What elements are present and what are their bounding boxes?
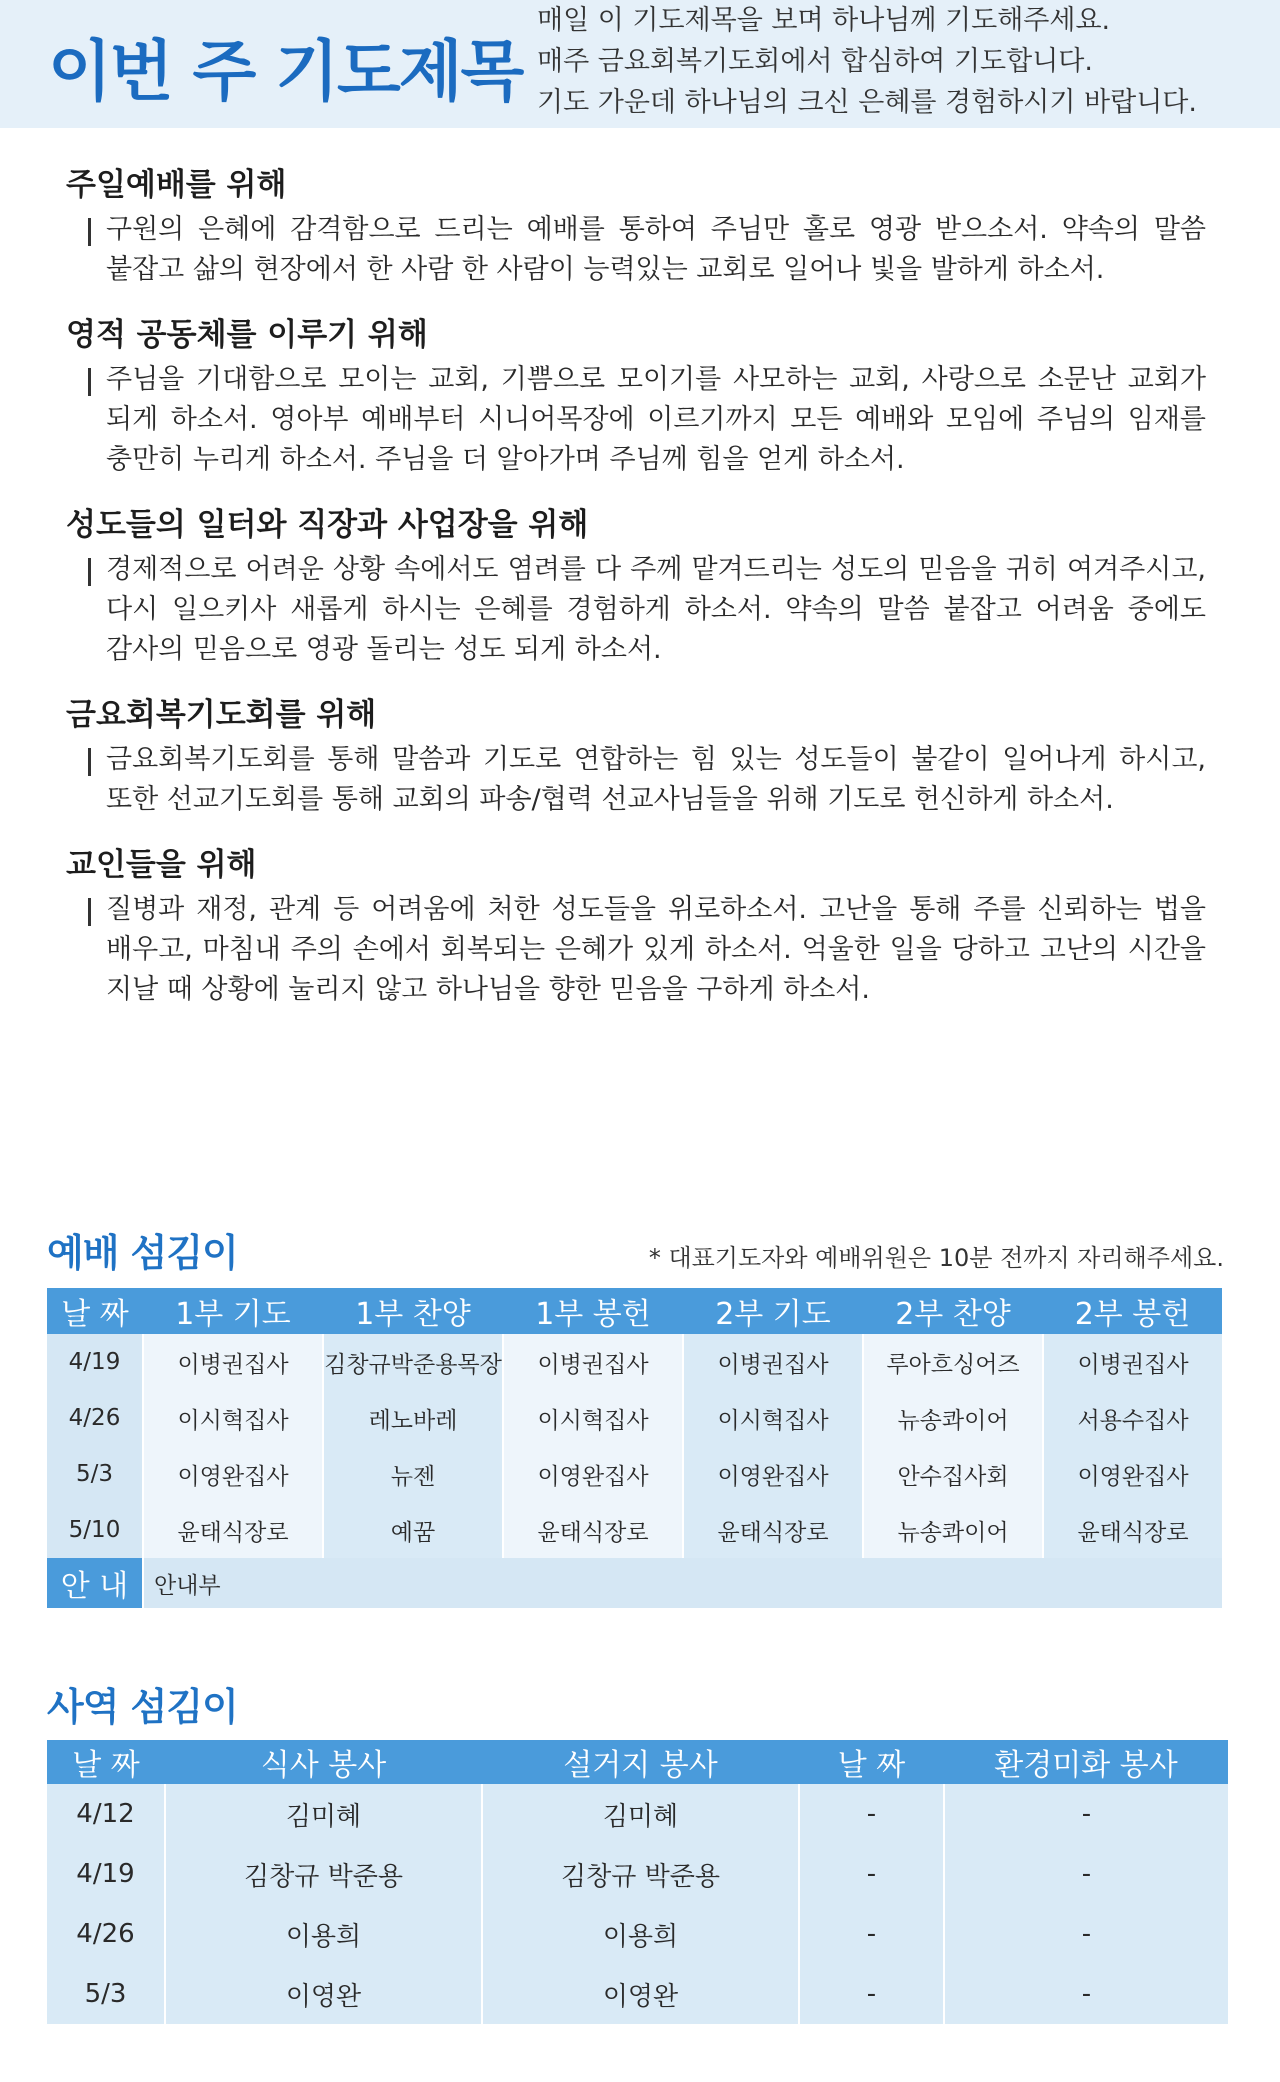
table-row bbox=[47, 1784, 1228, 1844]
table-cell: 4/12 bbox=[47, 1784, 165, 1844]
table-cell: - bbox=[944, 1904, 1228, 1964]
column-header: 2부 봉헌 bbox=[1043, 1288, 1222, 1334]
table-cell: 윤태식장로 bbox=[683, 1502, 863, 1558]
table-cell: 4/26 bbox=[47, 1390, 143, 1446]
column-header: 1부 봉헌 bbox=[503, 1288, 683, 1334]
table-row bbox=[47, 1904, 1228, 1964]
table-cell: 윤태식장로 bbox=[143, 1502, 323, 1558]
intro-line: 매일 이 기도제목을 보며 하나님께 기도해주세요. bbox=[537, 5, 1111, 36]
column-header: 2부 찬양 bbox=[863, 1288, 1043, 1334]
header-banner bbox=[0, 0, 1280, 128]
column-header: 날 짜 bbox=[47, 1740, 165, 1784]
table-cell: 이영완집사 bbox=[143, 1446, 323, 1502]
table-cell: 윤태식장로 bbox=[1043, 1502, 1222, 1558]
table-cell: 5/3 bbox=[47, 1446, 143, 1502]
column-header: 설거지 봉사 bbox=[482, 1740, 799, 1784]
column-header: 식사 봉사 bbox=[165, 1740, 482, 1784]
table-cell: 이시혁집사 bbox=[683, 1390, 863, 1446]
table-cell: 이병권집사 bbox=[683, 1334, 863, 1390]
table-cell: 이영완집사 bbox=[683, 1446, 863, 1502]
column-header: 환경미화 봉사 bbox=[944, 1740, 1228, 1784]
prayer-list bbox=[66, 160, 1206, 1030]
table-cell: - bbox=[799, 1904, 944, 1964]
ministry-table bbox=[47, 1740, 1228, 2024]
prayer-body: 금요회복기도회를 통해 말씀과 기도로 연합하는 힘 있는 성도들이 불같이 일어나게 하시고, 또한 선교기도회를 통해 교회의 파송/협력 선교사님들을 위해 기도로 헌신하게 하소서. bbox=[88, 740, 1206, 820]
table-row bbox=[47, 1964, 1228, 2024]
column-header: 1부 찬양 bbox=[323, 1288, 503, 1334]
table-cell: 레노바레 bbox=[323, 1390, 503, 1446]
worship-heading: 예배 섬김이 bbox=[47, 1231, 238, 1275]
prayer-title: 영적 공동체를 이루기 위해 bbox=[66, 317, 428, 353]
table-row bbox=[47, 1446, 1222, 1502]
table-cell: 이영완집사 bbox=[1043, 1446, 1222, 1502]
column-header: 날 짜 bbox=[47, 1288, 143, 1334]
table-row bbox=[47, 1334, 1222, 1390]
intro-line: 기도 가운데 하나님의 크신 은혜를 경험하시기 바랍니다. bbox=[537, 87, 1197, 118]
worship-note: * 대표기도자와 예배위원은 10분 전까지 자리해주세요. bbox=[648, 1244, 1224, 1272]
table-row bbox=[47, 1390, 1222, 1446]
table-cell: 5/10 bbox=[47, 1502, 143, 1558]
table-cell: 이용희 bbox=[482, 1904, 799, 1964]
table-cell: 뉴젠 bbox=[323, 1446, 503, 1502]
table-cell: 이시혁집사 bbox=[503, 1390, 683, 1446]
guide-row bbox=[47, 1558, 1222, 1608]
worship-table bbox=[47, 1288, 1222, 1608]
table-cell: 김미혜 bbox=[482, 1784, 799, 1844]
ministry-heading: 사역 섬김이 bbox=[47, 1685, 238, 1729]
table-cell: - bbox=[944, 1964, 1228, 2024]
prayer-title: 주일예배를 위해 bbox=[66, 167, 287, 203]
table-cell: 김창규 박준용 bbox=[165, 1844, 482, 1904]
prayer-body: 경제적으로 어려운 상황 속에서도 염려를 다 주께 맡겨드리는 성도의 믿음을 귀히 여겨주시고, 다시 일으키사 새롭게 하시는 은혜를 경험하게 하소서. 약속의 말씀 붙잡고 어려움 중에도 감사의 믿음으로 영광 돌리는 성도 되게 하소서. bbox=[88, 550, 1206, 670]
table-cell: - bbox=[799, 1784, 944, 1844]
prayer-item bbox=[66, 690, 1206, 820]
table-cell: 이용희 bbox=[165, 1904, 482, 1964]
table-cell: 이영완집사 bbox=[503, 1446, 683, 1502]
prayer-item bbox=[66, 160, 1206, 290]
prayer-item bbox=[66, 500, 1206, 670]
prayer-item bbox=[66, 840, 1206, 1010]
column-header: 1부 기도 bbox=[143, 1288, 323, 1334]
table-cell: 이병권집사 bbox=[143, 1334, 323, 1390]
table-cell: 김창규 박준용 bbox=[482, 1844, 799, 1904]
table-cell: 이시혁집사 bbox=[143, 1390, 323, 1446]
intro-line: 매주 금요회복기도회에서 합심하여 기도합니다. bbox=[537, 46, 1093, 77]
table-cell: 윤태식장로 bbox=[503, 1502, 683, 1558]
table-cell: - bbox=[944, 1844, 1228, 1904]
prayer-title: 금요회복기도회를 위해 bbox=[66, 697, 377, 733]
prayer-item bbox=[66, 310, 1206, 480]
table-cell: 김미혜 bbox=[165, 1784, 482, 1844]
table-cell: - bbox=[944, 1784, 1228, 1844]
table-header-row bbox=[47, 1288, 1222, 1334]
prayer-body: 구원의 은혜에 감격함으로 드리는 예배를 통하여 주님만 홀로 영광 받으소서. 약속의 말씀 붙잡고 삶의 현장에서 한 사람 한 사람이 능력있는 교회로 일어나 빛을 발하게 하소서. bbox=[88, 210, 1206, 290]
guide-label: 안 내 bbox=[47, 1558, 143, 1608]
header-intro bbox=[537, 0, 1277, 123]
table-cell: 5/3 bbox=[47, 1964, 165, 2024]
table-cell: 이병권집사 bbox=[503, 1334, 683, 1390]
table-cell: 서용수집사 bbox=[1043, 1390, 1222, 1446]
table-cell: 안수집사회 bbox=[863, 1446, 1043, 1502]
table-cell: 예꿈 bbox=[323, 1502, 503, 1558]
table-cell: 뉴송콰이어 bbox=[863, 1390, 1043, 1446]
table-cell: - bbox=[799, 1844, 944, 1904]
table-cell: 이영완 bbox=[165, 1964, 482, 2024]
table-cell: 루아흐싱어즈 bbox=[863, 1334, 1043, 1390]
column-header: 날 짜 bbox=[799, 1740, 944, 1784]
table-row bbox=[47, 1502, 1222, 1558]
column-header: 2부 기도 bbox=[683, 1288, 863, 1334]
table-cell: 4/26 bbox=[47, 1904, 165, 1964]
table-cell: 4/19 bbox=[47, 1334, 143, 1390]
table-row bbox=[47, 1844, 1228, 1904]
table-cell: - bbox=[799, 1964, 944, 2024]
table-cell: 이병권집사 bbox=[1043, 1334, 1222, 1390]
table-cell: 뉴송콰이어 bbox=[863, 1502, 1043, 1558]
prayer-title: 성도들의 일터와 직장과 사업장을 위해 bbox=[66, 507, 589, 543]
guide-value: 안내부 bbox=[143, 1558, 1222, 1608]
table-header-row bbox=[47, 1740, 1228, 1784]
prayer-body: 질병과 재정, 관계 등 어려움에 처한 성도들을 위로하소서. 고난을 통해 주를 신뢰하는 법을 배우고, 마침내 주의 손에서 회복되는 은혜가 있게 하소서. 억울한 일을 당하고 고난의 시간을 지날 때 상황에 눌리지 않고 하나님을 향한 믿음을 구하게 하소서. bbox=[88, 890, 1206, 1010]
prayer-title: 교인들을 위해 bbox=[66, 847, 257, 883]
table-cell: 김창규박준용목장 bbox=[323, 1334, 503, 1390]
table-cell: 4/19 bbox=[47, 1844, 165, 1904]
page-title: 이번 주 기도제목 bbox=[48, 33, 523, 110]
prayer-body: 주님을 기대함으로 모이는 교회, 기쁨으로 모이기를 사모하는 교회, 사랑으로 소문난 교회가 되게 하소서. 영아부 예배부터 시니어목장에 이르기까지 모든 예배와 모임에 주님의 임재를 충만히 누리게 하소서. 주님을 더 알아가며 주님께 힘을 얻게 하소서. bbox=[88, 360, 1206, 480]
table-cell: 이영완 bbox=[482, 1964, 799, 2024]
